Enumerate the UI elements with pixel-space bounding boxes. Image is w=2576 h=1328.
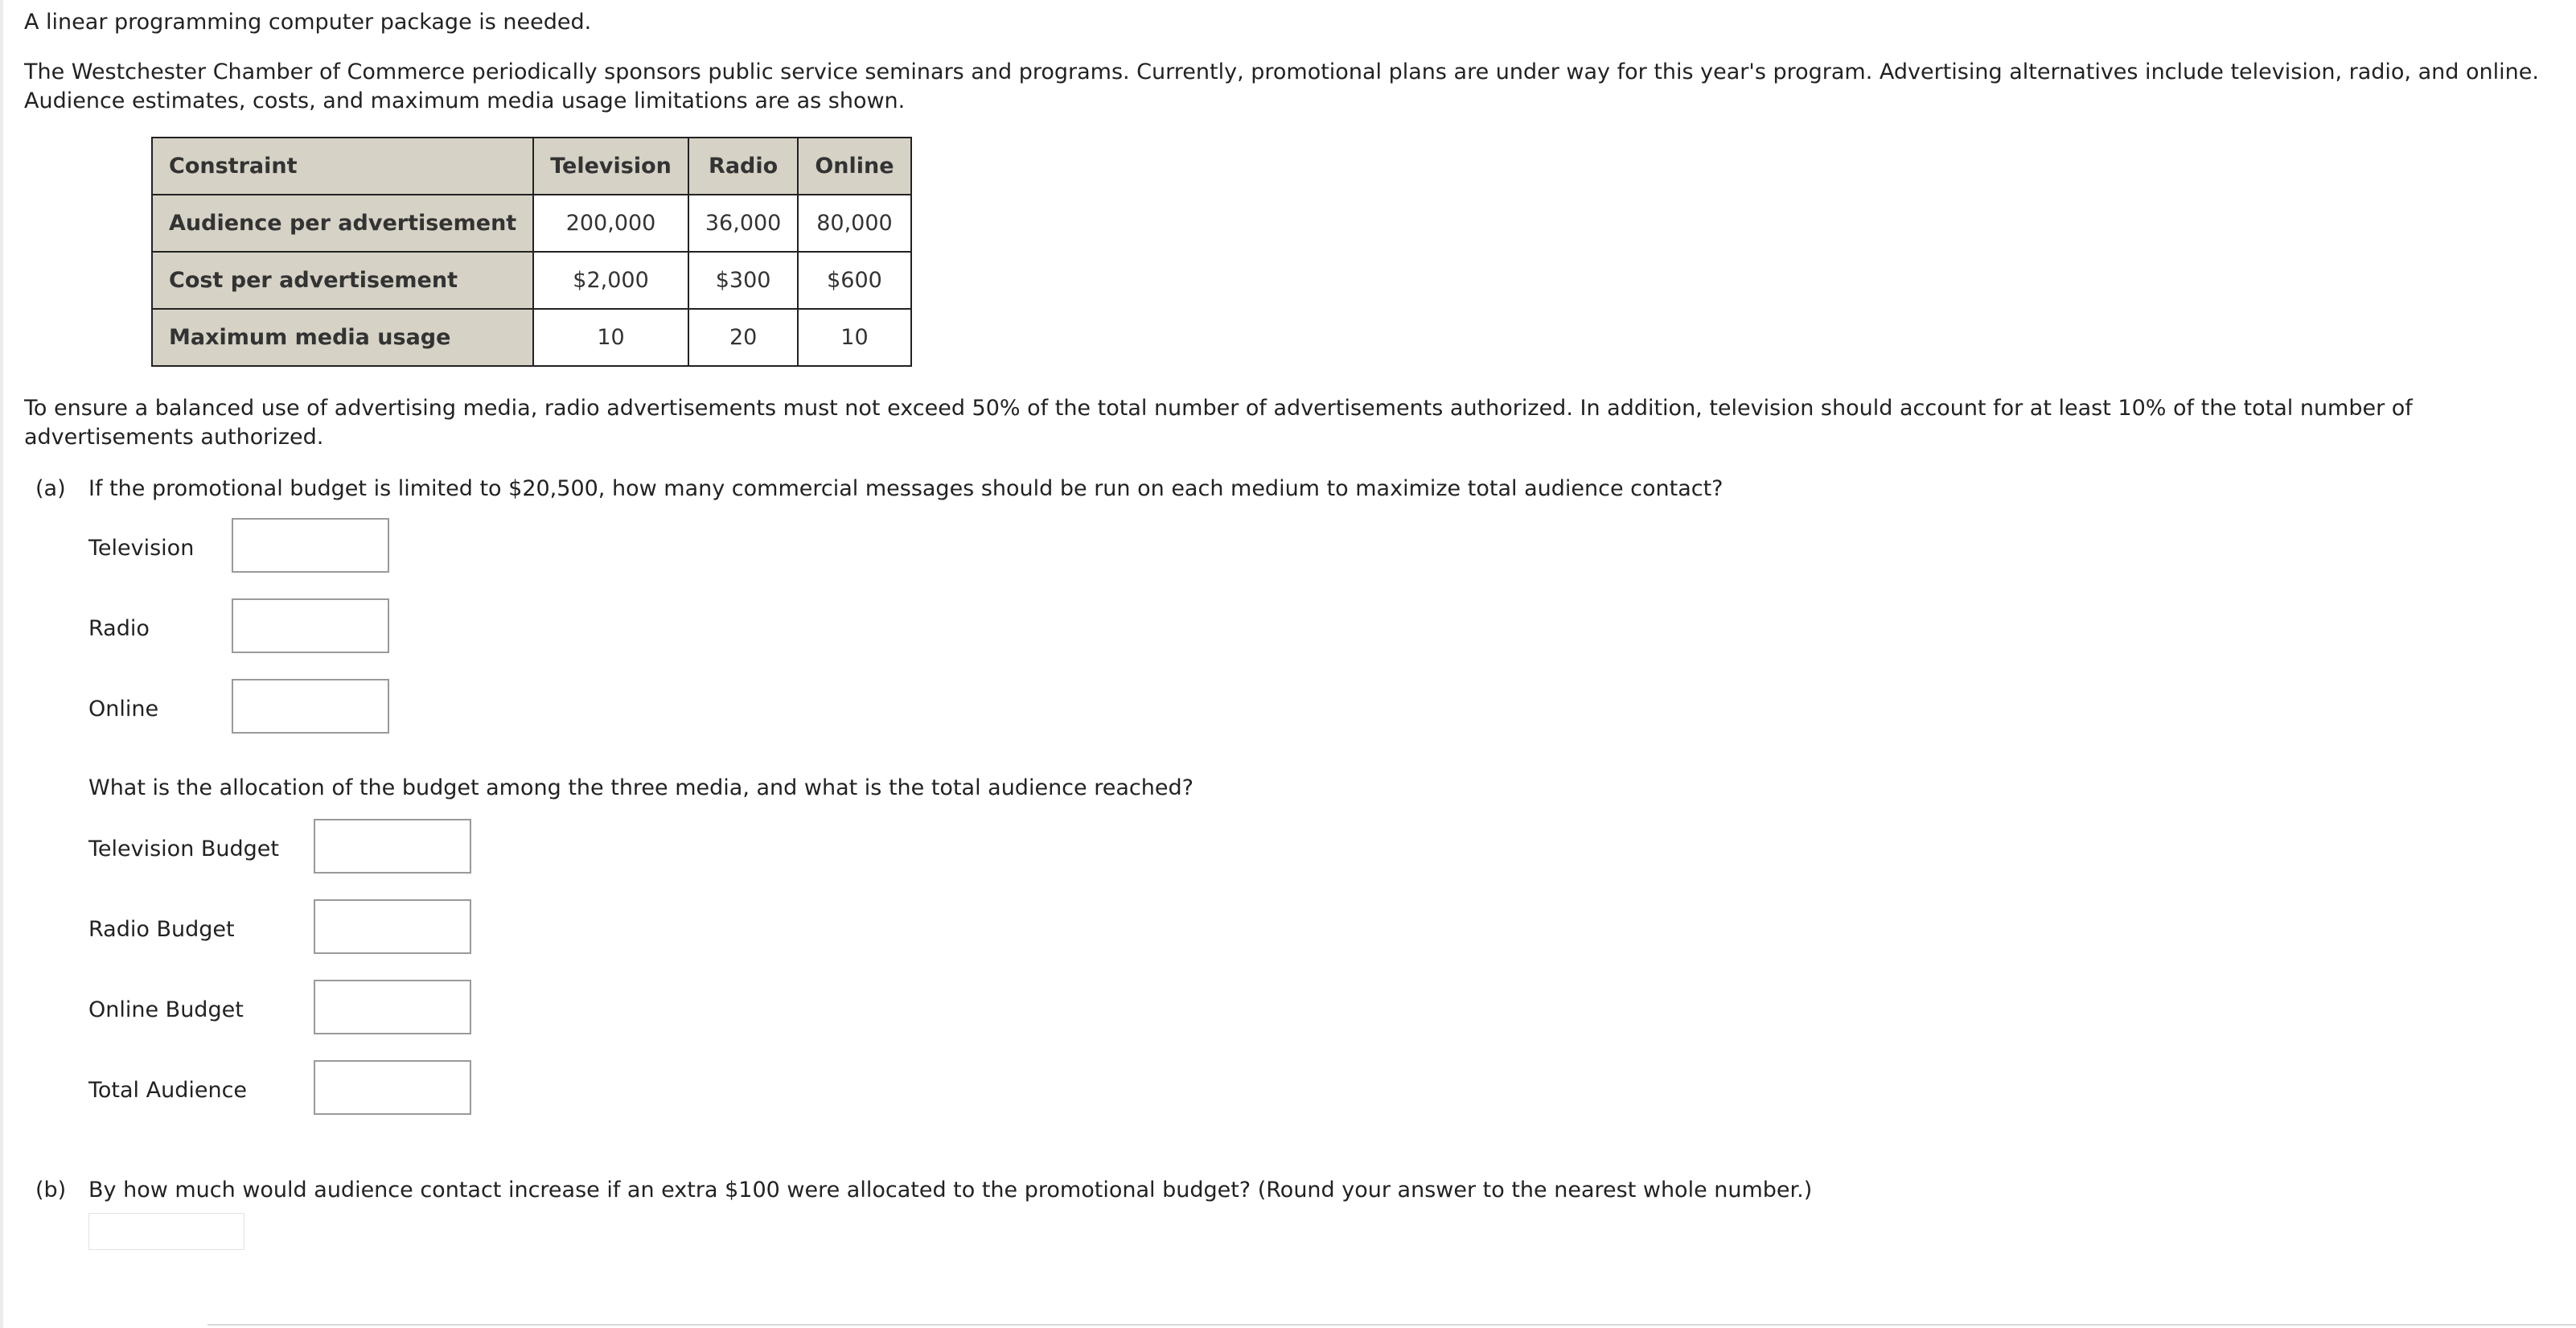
television-input[interactable] bbox=[232, 518, 389, 573]
table-header-cell: Constraint bbox=[152, 138, 533, 195]
part-b-question: By how much would audience contact increase if an extra $100 were allocated to the promotional budget? (Round your answer to the nearest whole number.) bbox=[88, 1178, 1813, 1203]
table-cell: 20 bbox=[688, 309, 798, 366]
audience-increase-input[interactable] bbox=[88, 1213, 244, 1250]
table-cell: 80,000 bbox=[798, 195, 910, 252]
table-row bbox=[152, 309, 911, 366]
online-budget-input[interactable] bbox=[314, 980, 471, 1034]
table-cell: 200,000 bbox=[533, 195, 688, 252]
table-cell: 10 bbox=[798, 309, 910, 366]
radio-input[interactable] bbox=[232, 598, 389, 653]
radio-budget-input[interactable] bbox=[314, 899, 471, 954]
row-label: Cost per advertisement bbox=[152, 252, 533, 309]
table-cell: $600 bbox=[798, 252, 910, 309]
part-a-question: If the promotional budget is limited to $20,500, how many commercial messages should be run on each medium to maximize total audience contact? bbox=[88, 476, 1723, 501]
television-label: Television bbox=[88, 536, 195, 561]
intro-text: A linear programming computer package is needed. bbox=[24, 10, 592, 35]
table-header-cell: Radio bbox=[688, 138, 798, 195]
total-audience-label: Total Audience bbox=[88, 1078, 248, 1103]
table-cell: $2,000 bbox=[533, 252, 688, 309]
radio-label: Radio bbox=[88, 616, 150, 641]
divider bbox=[207, 1324, 2576, 1326]
table-header-row bbox=[152, 138, 911, 195]
table-cell: 36,000 bbox=[688, 195, 798, 252]
television-budget-label: Television Budget bbox=[88, 837, 280, 861]
total-audience-input[interactable] bbox=[314, 1060, 471, 1115]
part-b-label: (b) bbox=[35, 1178, 67, 1203]
online-label: Online bbox=[88, 697, 159, 722]
table-cell: $300 bbox=[688, 252, 798, 309]
table-row bbox=[152, 252, 911, 309]
part-a-label: (a) bbox=[35, 476, 66, 501]
problem-text: The Westchester Chamber of Commerce periodically sponsors public service seminars and programs. Currently, promotional plans are under way for this year's program. Advertising alternatives include television, radio, and online. Audience estimates, costs, and maximum media usage limitations are as shown. bbox=[24, 60, 2539, 113]
table-cell: 10 bbox=[533, 309, 688, 366]
part-a-question-2: What is the allocation of the budget among the three media, and what is the total audience reached? bbox=[88, 775, 1194, 800]
radio-budget-label: Radio Budget bbox=[88, 917, 235, 942]
online-budget-label: Online Budget bbox=[88, 997, 244, 1022]
table-header-cell: Television bbox=[533, 138, 688, 195]
balance-text: To ensure a balanced use of advertising media, radio advertisements must not exceed 50% of the total number of advertisements authorized. In addition, television should account for at least 10% of the total number of advertisements authorized. bbox=[24, 396, 2413, 450]
table-header-cell: Online bbox=[798, 138, 910, 195]
left-border bbox=[0, 0, 3, 1328]
online-input[interactable] bbox=[232, 679, 389, 734]
row-label: Maximum media usage bbox=[152, 309, 533, 366]
constraint-table bbox=[151, 137, 912, 367]
row-label: Audience per advertisement bbox=[152, 195, 533, 252]
television-budget-input[interactable] bbox=[314, 819, 471, 874]
table-row bbox=[152, 195, 911, 252]
